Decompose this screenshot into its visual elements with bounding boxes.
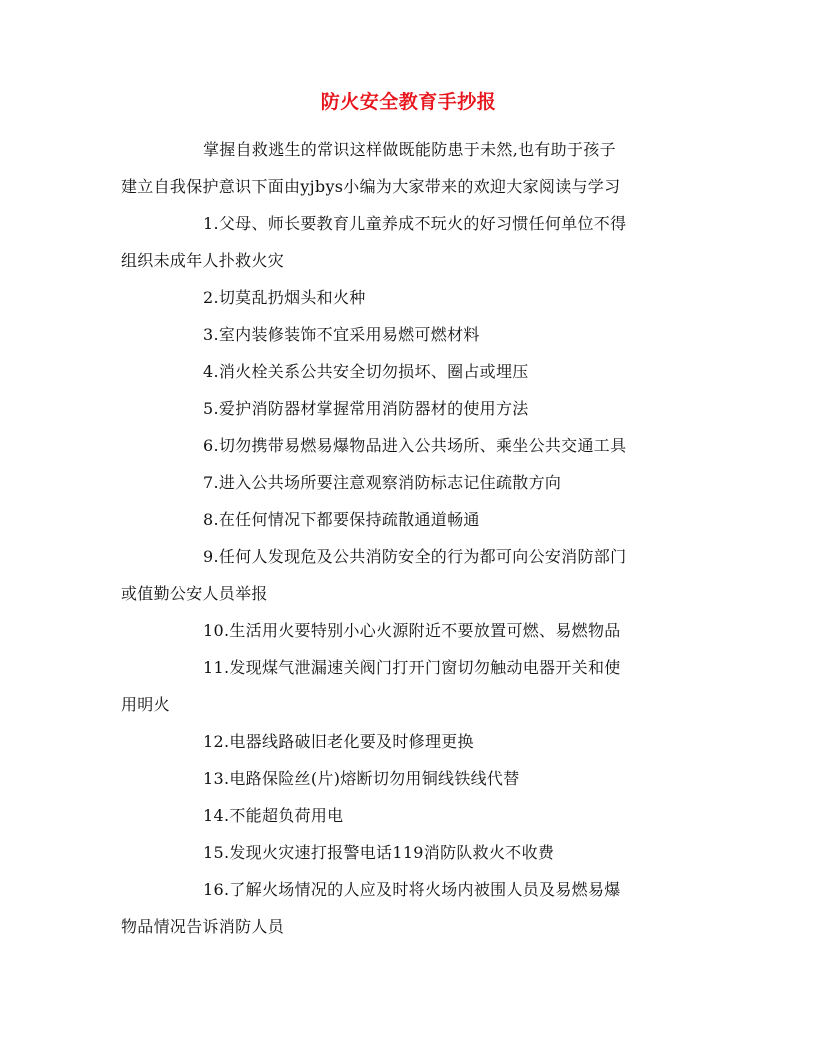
list-item <box>121 390 696 427</box>
list-item-continuation: 用明火 <box>121 695 170 714</box>
list-item <box>121 464 696 501</box>
intro-line-2: 建立自我保护意识下面由yjbys小编为大家带来的欢迎大家阅读与学习 <box>121 177 621 196</box>
list-item <box>121 427 696 464</box>
list-item-text: 8.在任何情况下都要保持疏散通道畅通 <box>203 510 480 529</box>
document-title: 防火安全教育手抄报 <box>320 91 497 113</box>
document-page <box>121 90 696 945</box>
intro-line-1: 掌握自救逃生的常识这样做既能防患于未然,也有助于孩子 <box>203 140 616 159</box>
list-item <box>121 723 696 760</box>
list-item <box>121 205 696 279</box>
list-item-text: 2.切莫乱扔烟头和火种 <box>203 288 366 307</box>
list-item-text: 14.不能超负荷用电 <box>203 806 344 825</box>
list-item <box>121 612 696 649</box>
list-item-text: 11.发现煤气泄漏速关阀门打开门窗切勿触动电器开关和使 <box>203 658 621 677</box>
list-item-text: 5.爱护消防器材掌握常用消防器材的使用方法 <box>203 399 529 418</box>
list-item-text: 1.父母、师长要教育儿童养成不玩火的好习惯任何单位不得 <box>203 214 627 233</box>
list-item <box>121 797 696 834</box>
list-item-text: 15.发现火灾速打报警电话119消防队救火不收费 <box>203 843 555 862</box>
list-item-text: 12.电器线路破旧老化要及时修理更换 <box>203 732 474 751</box>
list-item-continuation: 或值勤公安人员举报 <box>121 584 268 603</box>
list-item-text: 16.了解火场情况的人应及时将火场内被围人员及易燃易爆 <box>203 880 621 899</box>
intro-paragraph <box>121 131 696 205</box>
list-item <box>121 649 696 723</box>
list-item <box>121 760 696 797</box>
list-item <box>121 316 696 353</box>
list-item-text: 6.切勿携带易燃易爆物品进入公共场所、乘坐公共交通工具 <box>203 436 627 455</box>
list-item <box>121 353 696 390</box>
list-item-text: 9.任何人发现危及公共消防安全的行为都可向公安消防部门 <box>203 547 627 566</box>
list-item-text: 10.生活用火要特别小心火源附近不要放置可燃、易燃物品 <box>203 621 621 640</box>
list-item <box>121 279 696 316</box>
list-item <box>121 538 696 612</box>
list-item-continuation: 物品情况告诉消防人员 <box>121 917 285 936</box>
list-item-text: 3.室内装修装饰不宜采用易燃可燃材料 <box>203 325 480 344</box>
list-item <box>121 501 696 538</box>
list-item-text: 7.进入公共场所要注意观察消防标志记住疏散方向 <box>203 473 562 492</box>
list-item-continuation: 组织未成年人扑救火灾 <box>121 251 285 270</box>
list-item-text: 4.消火栓关系公共安全切勿损坏、圈占或埋压 <box>203 362 529 381</box>
list-item <box>121 834 696 871</box>
list-item-text: 13.电路保险丝(片)熔断切勿用铜线铁线代替 <box>203 769 520 788</box>
list-item <box>121 871 696 945</box>
